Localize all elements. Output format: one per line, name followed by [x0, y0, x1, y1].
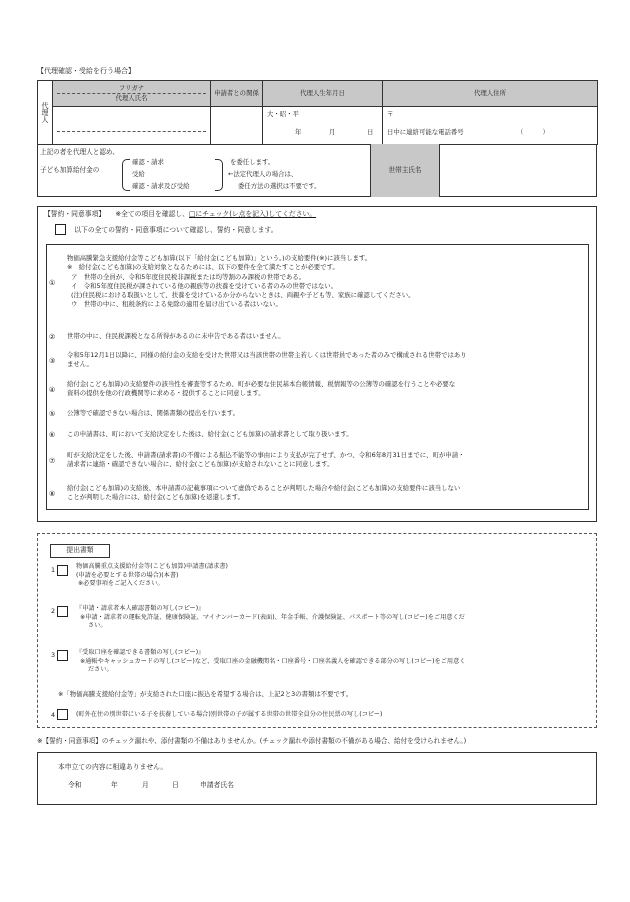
- pledge-item: [67, 409, 572, 418]
- pledge-item-number: ③: [49, 357, 56, 365]
- pledge-item-line: ※ 給付金(こども加算)の支給対象となるためには、以下の要件を全て満たすことが必要です。: [67, 263, 339, 272]
- doc-number: 1: [51, 566, 56, 574]
- legal-agent-note2: 委任方法の選択は不要です。: [238, 182, 321, 190]
- pledge-item-line: 請求者に連絡・確認できない場合に、給付金(こども加算)が支給されないことに同意します。: [67, 460, 334, 469]
- pledge-item-line: 資料の提供を他の行政機関等に求める・提供することに同意します。: [67, 389, 265, 398]
- doc-item: [76, 605, 591, 631]
- pledge-item: [67, 351, 572, 370]
- birthdate-field[interactable]: [263, 107, 383, 145]
- pledge-item-line: 令和5年12月1日以降に、同様の給付金の支給を受けた世帯又は当該世帯の世帯主若しくは世帯員であった者のみで構成される世帯ではあり: [67, 351, 467, 359]
- pledge-item-number: ④: [49, 386, 56, 394]
- doc-2-checkbox[interactable]: [57, 606, 68, 617]
- doc-line: (町外在住の別世帯にいる子を扶養している場合)別世帯の子が属する世帯の世帯全員分の住民票の写し(コピー): [76, 711, 383, 718]
- phone-field[interactable]: （ ）: [517, 128, 549, 136]
- pledge-item: [67, 254, 572, 310]
- pledge-item-number: ⑦: [49, 457, 56, 465]
- pledge-item: [67, 380, 572, 399]
- left-brace: [122, 159, 130, 191]
- relation-field[interactable]: [211, 107, 263, 145]
- agent-name-header: [53, 81, 211, 107]
- birth-month-label: 月: [329, 128, 336, 136]
- signature-month: 月: [142, 781, 149, 789]
- doc-3-checkbox[interactable]: [57, 650, 68, 661]
- pledge-item-line: 給付金(こども加算)の支給後、本申請書の記載事項について虚偽であることが判明した場合や給付金(こども加算)の支給要件に該当しない: [67, 484, 461, 492]
- phone-label: 日中に連絡可能な電話番号: [387, 128, 464, 136]
- pledge-item-line: 公簿等で確認できない場合は、関係書類の提出を行います。: [67, 409, 240, 417]
- signature-year: 年: [111, 781, 118, 789]
- agent-vertical-label: 代理人: [38, 81, 53, 145]
- doc-item: [76, 563, 586, 589]
- pledge-item-line: 給付金(こども加算)の支給要件の該当性を審査等するため、町が必要な住民基本台帳情報、税情報等の公簿等の確認を行うことや必要な: [67, 380, 456, 388]
- agent-name-label: 代理人氏名: [115, 94, 148, 102]
- doc-4-checkbox[interactable]: [57, 709, 68, 720]
- pledge-item-line: 町が支給決定をした後、申請書(請求書)の不備による振込不能等の事由により支払が完了せず、かつ、令和6年8月31日までに、町が申請・: [67, 451, 465, 459]
- pledge-item-number: ②: [49, 333, 56, 341]
- final-note: ※【誓約・同意事項】のチェック漏れや、添付書類の不備はありませんか。(チェック漏れや添付書類の不備がある場合、給付を受けられません。): [37, 737, 467, 745]
- doc-line: ※通帳やキャッシュカードの写し(コピー)など、受取口座の金融機関名・口座番号・口座名義人を確認できる部分の写し(コピー)をご用意く: [80, 657, 466, 665]
- pledge-item: [67, 430, 572, 439]
- doc-line: 『申請・請求者本人確認書類の写し(コピー)』: [76, 605, 205, 612]
- signature-era: 令和: [68, 781, 82, 789]
- doc-number: 3: [51, 651, 56, 659]
- signature-day: 日: [172, 781, 179, 789]
- pledge-item-number: ①: [49, 279, 56, 287]
- pledge-item-line: ウ 世帯の中に、租税条約による免除の適用を届け出ている者はいない。: [71, 300, 282, 309]
- agree-all-row[interactable]: [55, 224, 277, 235]
- pledge-item-line: 物価高騰緊急支援給付金等こども加算(以下「給付金(こども加算)」という。)の支給要件(※)に該当します。: [67, 254, 372, 262]
- option-receive[interactable]: 受給: [132, 170, 145, 178]
- agree-all-checkbox[interactable]: [55, 224, 66, 235]
- pledge-item: [67, 484, 572, 503]
- birth-year-label: 年: [295, 128, 302, 136]
- doc-line: ※申請・請求者の運転免許証、健康保険証、マイナンバーカード(表面)、年金手帳、介護保険証、パスポート等の写し(コピー)をご用意くだ: [80, 613, 465, 621]
- applicant-name-label: 申請者氏名: [200, 781, 234, 789]
- right-brace: [215, 159, 223, 191]
- documents-header: 提出書類: [50, 544, 110, 558]
- agree-all-label: 以下の全ての誓約・同意事項について確認し、誓約・同意します。: [74, 225, 278, 234]
- delegate-text: を委任します。: [230, 158, 275, 166]
- pledge-item-line: 世帯の中に、住民税課税となる所得があるのに未申告である者はいません。: [67, 332, 285, 340]
- pledge-instruction: ※全ての項目を確認し、: [115, 210, 190, 218]
- pledge-item-line: ア 世帯の全員が、令和5年度住民税非課税または均等割のみ課税の世帯である。: [71, 272, 306, 281]
- birth-day-label: 日: [367, 128, 374, 136]
- doc-line: 『受取口座を確認できる書類の写し(コピー)』: [76, 649, 205, 656]
- doc-1-checkbox[interactable]: [57, 565, 68, 576]
- householder-label: 世帯主氏名: [370, 144, 440, 197]
- address-label: 代理人住所: [383, 81, 598, 107]
- doc-line: 物価高騰重点支援給付金等(こども加算)申請書(請求書): [76, 563, 228, 570]
- pledge-item-number: ⑥: [49, 431, 56, 439]
- pledge-item-line: イ 令和5年度住民税が課されている他の親族等の扶養を受けている者のみの世帯ではない。: [71, 281, 338, 290]
- agent-name-field[interactable]: [53, 107, 211, 145]
- documents-note: ※「物価高騰支援給付金等」が支給された口座に振込を希望する場合は、上記2と3の書類は不要です。: [58, 690, 353, 698]
- pledge-item-number: ⑤: [49, 410, 56, 418]
- applicant-name-field[interactable]: [245, 776, 585, 794]
- doc-line: さい。: [88, 622, 107, 630]
- pledge-item-line: ません。: [67, 360, 93, 369]
- doc-number: 2: [51, 607, 56, 615]
- era-options[interactable]: 大・昭・平: [267, 110, 299, 118]
- delegation-line1: 上記の者を代理人と認め、: [40, 148, 119, 156]
- doc-number: 4: [51, 711, 56, 719]
- doc-item: [76, 711, 586, 720]
- option-confirm-claim[interactable]: 確認・請求: [132, 158, 164, 166]
- option-both[interactable]: 確認・請求及び受給: [132, 182, 190, 190]
- delegation-line2: 子ども加算給付金の: [40, 166, 100, 174]
- householder-field[interactable]: [441, 145, 596, 196]
- pledge-item-line: ことが判明した場合には、給付金(こども加算)を返還します。: [67, 493, 245, 502]
- agent-table: [37, 80, 598, 145]
- doc-line: ※必要事項をご記入ください。: [78, 580, 164, 588]
- pledge-item: [67, 332, 572, 341]
- doc-line: ださい。: [88, 666, 113, 674]
- relation-label: 申請者との関係: [211, 81, 263, 107]
- pledge-header: [44, 210, 316, 219]
- legal-agent-note1: ←法定代理人の場合は、: [228, 170, 298, 178]
- agent-section-title: 【代理確認・受給を行う場合】: [37, 67, 135, 75]
- doc-item: [76, 649, 591, 675]
- furigana-label: フリガナ: [118, 84, 145, 93]
- pledge-item-number: ⑧: [49, 490, 56, 498]
- pledge-title: 【誓約・同意事項】: [44, 210, 106, 218]
- pledge-item-line: (注)住民税における取扱いとして、扶養を受けているか分からないときは、両親や子ども等、家族に確認してください。: [71, 291, 415, 300]
- pledge-item-line: この申請書は、町において支給決定をした後は、給付金(こども加算)の請求書として取り扱います。: [67, 430, 353, 438]
- pledge-item: [67, 451, 572, 470]
- signature-statement: 本申立ての内容に相違ありません。: [58, 763, 168, 771]
- doc-line: (申請を必要とする世帯の場合)(本書): [76, 571, 179, 579]
- pledge-instruction-emphasis: □にチェック(レ点を記入)してください。: [189, 210, 317, 218]
- birthdate-label: 代理人生年月日: [263, 81, 383, 107]
- postal-mark: 〒: [387, 110, 394, 118]
- address-field[interactable]: [383, 107, 598, 145]
